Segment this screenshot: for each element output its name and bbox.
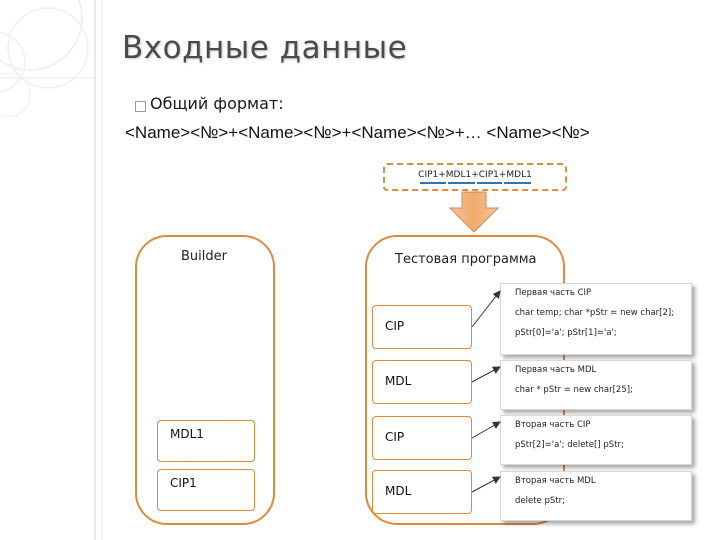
note-code-line: pStr[0]='a'; pStr[1]='a'; [515, 328, 617, 338]
page-title: Входные данные [122, 30, 408, 66]
note-cip-part1 [500, 283, 692, 355]
note-code-line: delete pStr; [515, 496, 565, 506]
test-module-mdl-1: MDL [372, 360, 472, 404]
note-cip-part2 [500, 415, 692, 465]
note-mdl-part1 [500, 360, 692, 410]
note-code-line: char temp; char *pStr = new char[2]; [515, 308, 675, 318]
test-module-cip-1: CIP [372, 305, 472, 349]
input-underline-cip1-b [477, 182, 502, 184]
builder-module-mdl1: MDL1 [157, 420, 255, 462]
builder-module-cip1: CIP1 [157, 469, 255, 511]
note-heading: Первая часть CIP [515, 288, 592, 298]
input-underline-mdl1-a [448, 182, 475, 184]
builder-title: Builder [181, 249, 227, 264]
test-module-mdl-2: MDL [372, 470, 472, 514]
input-underline-mdl1-b [504, 182, 531, 184]
test-module-cip-2: CIP [372, 416, 472, 460]
test-program-title: Тестовая программа [395, 252, 537, 267]
note-heading: Первая часть MDL [515, 365, 597, 375]
input-example-text: CIP1+MDL1+CIP1+MDL1 [418, 170, 532, 180]
note-code-line: char * pStr = new char[25]; [515, 385, 633, 395]
bullet-checkbox-icon [135, 101, 146, 112]
note-code-line: pStr[2]='a'; delete[] pStr; [515, 440, 624, 450]
note-mdl-part2 [500, 471, 692, 521]
format-heading: Общий формат: [150, 94, 284, 113]
input-underline-cip1-a [420, 182, 446, 184]
note-heading: Вторая часть MDL [515, 476, 596, 486]
note-heading: Вторая часть CIP [515, 420, 591, 430]
format-definition: <Name><№>+<Name><№>+<Name><№>+… <Name><№> [125, 123, 590, 142]
